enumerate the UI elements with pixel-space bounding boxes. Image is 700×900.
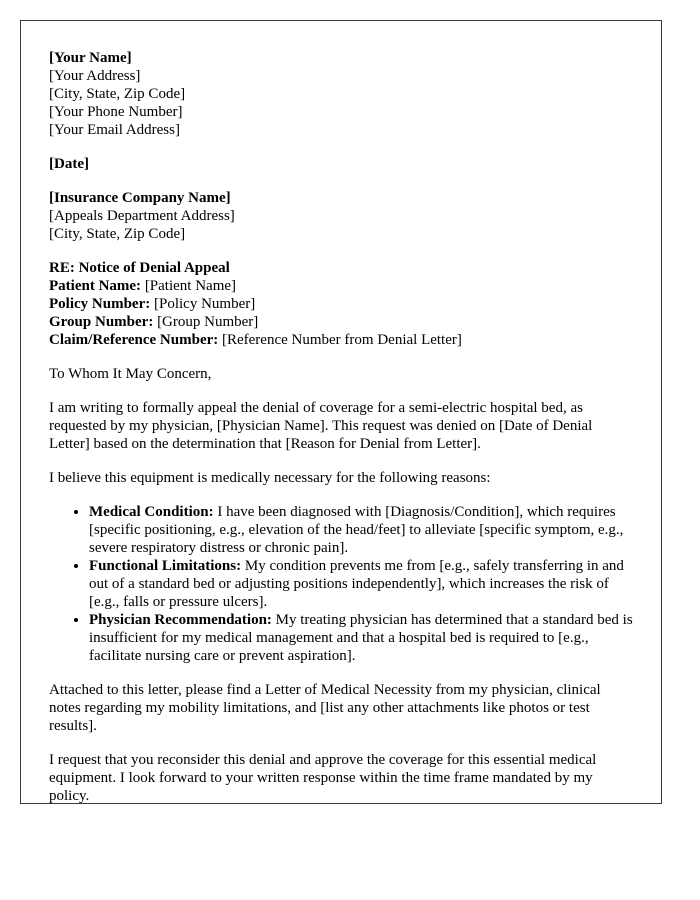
reason-item-physician-recommendation [89,611,635,665]
reasons-list [49,503,635,665]
reasons-intro-paragraph: I believe this equipment is medically necessary for the following reasons: [49,470,491,486]
re-field-label: Patient Name: [49,278,142,294]
sender-phone: [Your Phone Number] [49,104,183,120]
date-block [49,155,635,173]
re-field-group-number [49,313,635,331]
re-field-patient-name [49,277,635,295]
sender-block [49,49,635,139]
re-field-value: [Reference Number from Denial Letter] [222,332,462,348]
sender-city-state-zip: [City, State, Zip Code] [49,86,186,102]
request-paragraph: I request that you reconsider this denial and approve the coverage for this essential medical equipment. I look forward to your written response within the time frame mandated by my policy. [49,752,597,804]
re-field-value: [Patient Name] [144,278,237,294]
salutation: To Whom It May Concern, [49,366,212,382]
sender-address: [Your Address] [49,68,141,84]
reason-label: Functional Limitations: [89,558,242,574]
re-field-policy-number [49,295,635,313]
re-field-label: Group Number: [49,314,154,330]
re-subject: RE: Notice of Denial Appeal [49,260,230,276]
reason-label: Physician Recommendation: [89,612,272,628]
reason-text: My treating physician has determined that a standard bed is insufficient for my medical management and that a hospital bed is required to [e.g., facilitate nursing care or prevent aspiration]. [89,612,633,664]
reason-text: My condition prevents me from [e.g., safely transferring in and out of a standard bed or adjusting positions independently], which increases the risk of [e.g., falls or pressure ulcers]. [89,558,624,610]
re-field-label: Policy Number: [49,296,151,312]
intro-paragraph: I am writing to formally appeal the denial of coverage for a semi-electric hospital bed, as requested by my physician, [Physician Name]. This request was denied on [Date of Denial Letter] based on the determination that [Reason for Denial from Letter]. [49,400,593,452]
sender-name: [Your Name] [49,50,132,66]
recipient-city-state-zip: [City, State, Zip Code] [49,226,186,242]
recipient-address: [Appeals Department Address] [49,208,235,224]
re-block [49,259,635,349]
recipient-company: [Insurance Company Name] [49,190,231,206]
re-field-value: [Group Number] [157,314,259,330]
reason-text: I have been diagnosed with [Diagnosis/Condition], which requires [specific positioning, e.g., elevation of the head/feet] to alleviate [specific symptom, e.g., severe respiratory distress or chronic pain]. [89,504,624,556]
attachments-paragraph: Attached to this letter, please find a Letter of Medical Necessity from my physician, clinical notes regarding my mobility limitations, and [list any other attachments like photos or test results]. [49,682,601,734]
reason-label: Medical Condition: [89,504,214,520]
letter-page [20,20,662,804]
re-field-label: Claim/Reference Number: [49,332,219,348]
letter-date: [Date] [49,156,89,172]
recipient-block [49,189,635,243]
re-field-value: [Policy Number] [153,296,256,312]
letter-content [49,49,635,804]
sender-email: [Your Email Address] [49,122,180,138]
reason-item-functional-limitations [89,557,635,611]
re-field-claim-number [49,331,635,349]
reason-item-medical-condition [89,503,635,557]
